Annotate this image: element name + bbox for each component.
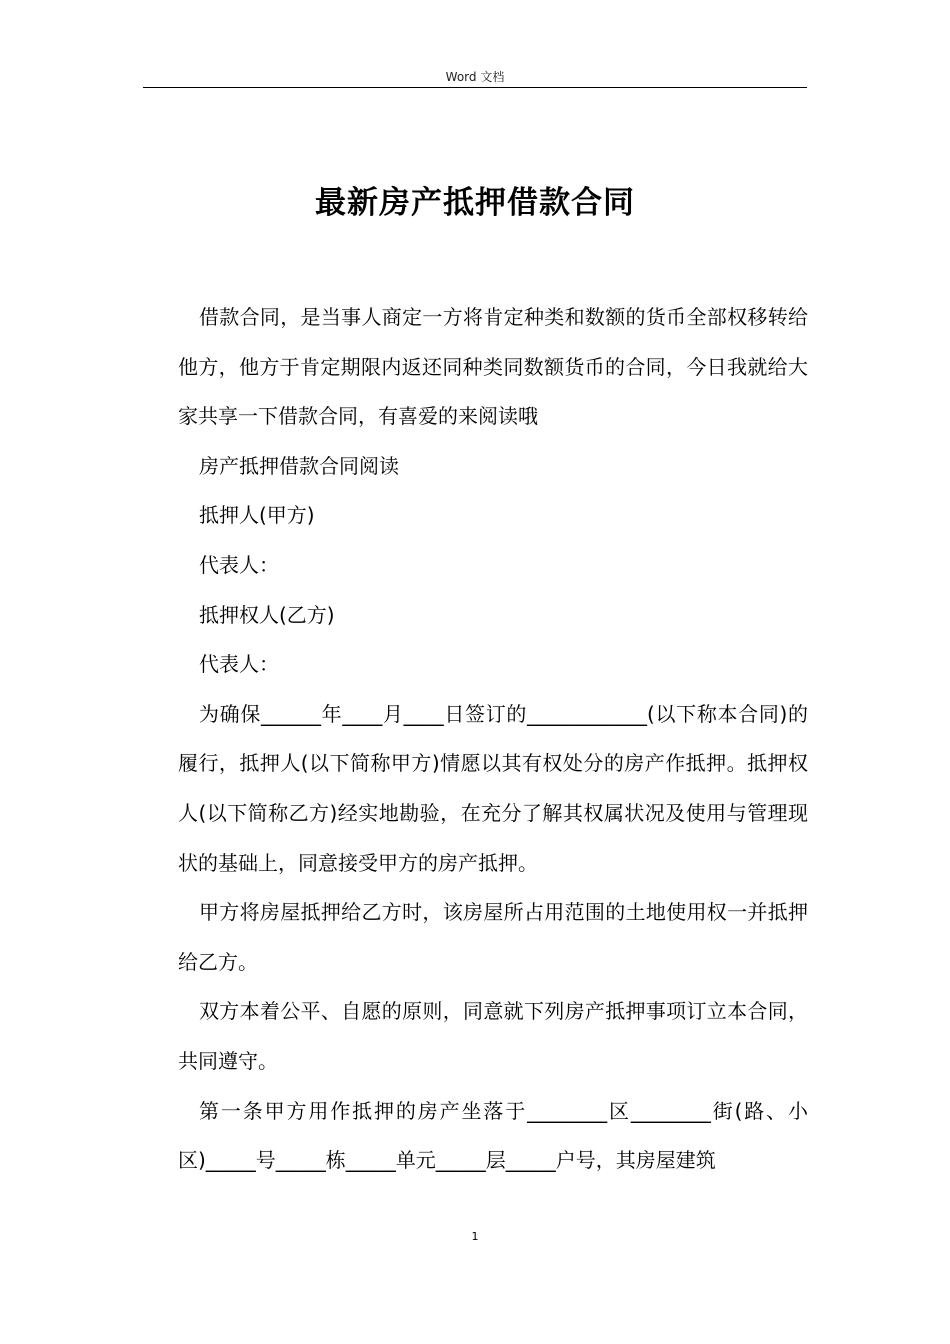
paragraph-land-use: 甲方将房屋抵押给乙方时，该房屋所占用范围的土地使用权一并抵押给乙方。 xyxy=(178,900,808,974)
paragraph-mortgagor: 抵押人(甲方) xyxy=(199,503,315,528)
paragraph-subtitle: 房产抵押借款合同阅读 xyxy=(199,453,399,478)
paragraph-intro: 借款合同，是当事人商定一方将肯定种类和数额的货币全部权移转给他方，他方于肯定期限内返还同种类同数额货币的合同，今日我就给大家共享一下借款合同，有喜爱的来阅读哦 xyxy=(178,305,808,429)
paragraph-mortgagor-representative: 代表人： xyxy=(199,552,279,577)
paragraph-purpose: 为确保______年____月____日签订的____________(以下称本合同)的履行，抵押人(以下简称甲方)情愿以其有权处分的房产作抵押。抵押权人(以下简称乙方)经实地勘验，在充分了解其权属状况及使用与管理现状的基础上，同意接受甲方的房产抵押。 xyxy=(178,701,808,875)
header-label: Word 文档 xyxy=(445,70,505,84)
page-number: 1 xyxy=(471,1230,479,1243)
document-body xyxy=(178,293,808,1186)
paragraph-principle: 双方本着公平、自愿的原则，同意就下列房产抵押事项订立本合同，共同遵守。 xyxy=(178,999,808,1073)
paragraph-mortgagee-representative: 代表人： xyxy=(199,652,279,677)
paragraph-mortgagee: 抵押权人(乙方) xyxy=(199,602,335,627)
document-title: 最新房产抵押借款合同 xyxy=(315,184,635,221)
header-divider xyxy=(143,87,807,88)
paragraph-article-1: 第一条甲方用作抵押的房产坐落于________区________街(路、小区)_____号_____栋_____单元_____层_____户号，其房屋建筑 xyxy=(178,1098,808,1173)
